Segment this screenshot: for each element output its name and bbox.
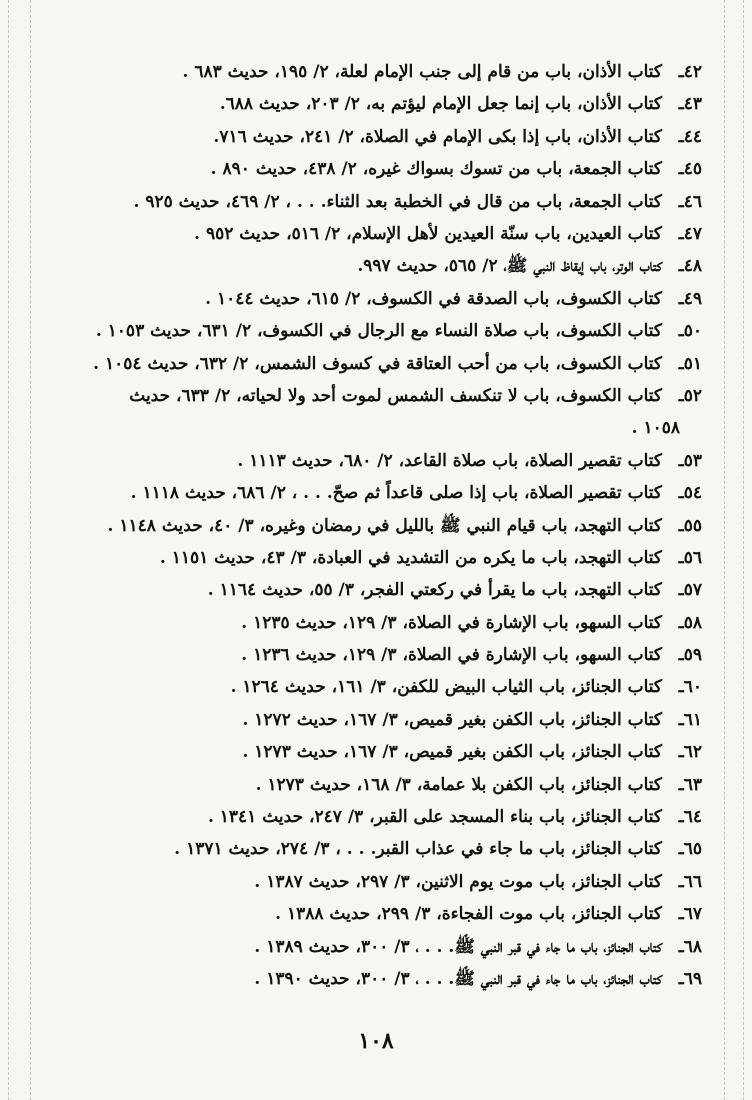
- entry-text: كتاب الجنائز، باب الكفن بغير قميص، ٣/ ١٦٧، حديث ١٢٧٢ .: [242, 709, 662, 730]
- list-item: [40, 56, 702, 88]
- list-item: [40, 380, 702, 445]
- entry-number: ٦١ـ: [678, 709, 702, 730]
- entry-text: كتاب الأذان، باب إذا بكى الإمام في الصلاة، ٢/ ٢٤١، حديث ٧١٦.: [213, 126, 662, 147]
- entry-text: كتاب التهجد، باب ما يقرأ في ركعتي الفجر، ٣/ ٥٥، حديث ١١٦٤ .: [207, 580, 662, 601]
- entry-number: ٤٦ـ: [678, 191, 702, 212]
- list-item: [40, 704, 702, 736]
- entry-text: كتاب الكسوف، باب صلاة النساء مع الرجال في الكسوف، ٢/ ٦٣١، حديث ١٠٥٣ .: [95, 321, 662, 342]
- entry-text: كتاب السهو، باب الإشارة في الصلاة، ٣/ ١٢٩، حديث ١٢٣٦ .: [241, 645, 662, 666]
- entry-number: ٤٤ـ: [678, 126, 702, 147]
- list-item: [40, 283, 702, 315]
- entry-text: كتاب العيدين، باب سنّة العيدين لأهل الإسلام، ٢/ ٥١٦، حديث ٩٥٢ .: [194, 223, 662, 244]
- list-item: [40, 833, 702, 865]
- entry-number: ٦٣ـ: [678, 774, 702, 795]
- list-item: [40, 542, 702, 574]
- entry-number: ٤٢ـ: [678, 62, 702, 82]
- list-item: [40, 671, 702, 703]
- list-item: [40, 574, 702, 606]
- entry-number: ٦٤ـ: [678, 807, 702, 828]
- entry-text: كتاب الوتر، باب إيقاظ النبي ﷺ، ٢/ ٥٦٥، حديث ٩٩٧.: [357, 256, 662, 277]
- entry-text: كتاب التهجد، باب قيام النبي ﷺ بالليل في رمضان وغيره، ٣/ ٤٠، حديث ١١٤٨ .: [107, 515, 662, 536]
- entry-text: كتاب الجنائز، باب ما جاء في قبر النبي ﷺ. . . ، ٣/ ٣٠٠، حديث ١٣٨٩ .: [254, 936, 662, 957]
- entry-text: كتاب الجنائز، باب الثياب البيض للكفن، ٣/ ١٦١، حديث ١٢٦٤ .: [230, 677, 662, 698]
- entry-number: ٥٧ـ: [678, 580, 702, 601]
- page-edge-right: [743, 0, 744, 1100]
- reference-list: [40, 56, 702, 995]
- entry-text: كتاب الجنائز، باب موت الفجاءة، ٣/ ٢٩٩، حديث ١٣٨٨ .: [275, 904, 662, 925]
- entry-number: ٤٥ـ: [678, 159, 702, 180]
- list-item: [40, 218, 702, 250]
- entry-number: ٥٨ـ: [678, 612, 702, 633]
- entry-text: كتاب الكسوف، باب لا تنكسف الشمس لموت أحد ولا لحياته، ٢/ ٦٣٣، حديث: [129, 385, 662, 406]
- entry-number: ٤٧ـ: [678, 223, 702, 244]
- entry-text: كتاب التهجد، باب ما يكره من التشديد في العبادة، ٣/ ٤٣، حديث ١١٥١ .: [159, 547, 662, 568]
- entry-number: ٤٣ـ: [678, 94, 702, 115]
- entry-text: كتاب الجنائز، باب الكفن بغير قميص، ٣/ ١٦٧، حديث ١٢٧٣ .: [242, 742, 662, 763]
- entry-number: ٤٩ـ: [678, 288, 702, 309]
- entry-text: كتاب الجنائز، باب ما جاء في قبر النبي ﷺ. . . ، ٣/ ٣٠٠، حديث ١٣٩٠ .: [254, 968, 662, 989]
- entry-text: كتاب الجمعة، باب من قال في الخطبة بعد الثناء. . . ، ٢/ ٤٦٩، حديث ٩٢٥ .: [133, 191, 662, 212]
- entry-number: ٥٦ـ: [678, 547, 702, 568]
- entry-number: ٥٢ـ: [678, 385, 702, 406]
- entry-number: ٦٧ـ: [678, 904, 702, 925]
- list-item: [40, 121, 702, 153]
- page-edge-right-inner: [724, 0, 725, 1100]
- entry-number: ٦٢ـ: [678, 742, 702, 763]
- entry-number: ٥٩ـ: [678, 645, 702, 666]
- entry-number: ٥١ـ: [678, 353, 702, 374]
- list-item: [40, 348, 702, 380]
- entry-number: ٦٨ـ: [678, 936, 702, 957]
- list-item: [40, 477, 702, 509]
- list-item: [40, 445, 702, 477]
- entry-text-continuation: ١٠٥٨ .: [631, 418, 680, 439]
- page-number: ١٠٨: [358, 1028, 394, 1054]
- page-edge-left-inner: [30, 0, 31, 1100]
- entry-number: ٦٩ـ: [678, 968, 702, 989]
- list-item: [40, 898, 702, 930]
- list-item: [40, 801, 702, 833]
- list-item: [40, 769, 702, 801]
- list-item: [40, 250, 702, 282]
- list-item: [40, 607, 702, 639]
- entry-text: كتاب الجمعة، باب من تسوك بسواك غيره، ٢/ ٤٣٨، حديث ٨٩٠ .: [210, 159, 662, 180]
- list-item: [40, 639, 702, 671]
- entry-number: ٦٦ـ: [678, 871, 702, 892]
- entry-number: ٥٠ـ: [678, 321, 702, 342]
- entry-text: كتاب الكسوف، باب من أحب العتاقة في كسوف الشمس، ٢/ ٦٣٢، حديث ١٠٥٤ .: [93, 353, 662, 374]
- entry-number: ٥٥ـ: [678, 515, 702, 536]
- entry-text: كتاب الأذان، باب إنما جعل الإمام ليؤتم به، ٢/ ٢٠٣، حديث ٦٨٨.: [219, 94, 662, 115]
- entry-number: ٤٨ـ: [678, 256, 702, 277]
- list-item: [40, 736, 702, 768]
- entry-number: ٥٣ـ: [678, 450, 702, 471]
- entry-text: كتاب الجنائز، باب الكفن بلا عمامة، ٣/ ١٦٨، حديث ١٢٧٣ .: [255, 774, 662, 795]
- entry-text: كتاب تقصير الصلاة، باب إذا صلى قاعداً ثم صحّ. . . ، ٢/ ٦٨٦، حديث ١١١٨ .: [130, 483, 662, 504]
- list-item: [40, 510, 702, 542]
- list-item: [40, 153, 702, 185]
- list-item: [40, 186, 702, 218]
- entry-text: كتاب الجنائز، باب بناء المسجد على القبر، ٣/ ٢٤٧، حديث ١٣٤١ .: [207, 807, 662, 828]
- entry-text: كتاب السهو، باب الإشارة في الصلاة، ٣/ ١٢٩، حديث ١٢٣٥ .: [241, 612, 662, 633]
- list-item: [40, 931, 702, 963]
- list-item: [40, 88, 702, 120]
- list-item: [40, 963, 702, 995]
- entry-number: ٦٠ـ: [678, 677, 702, 698]
- entry-number: ٦٥ـ: [678, 839, 702, 860]
- entry-text: كتاب الأذان، باب من قام إلى جنب الإمام لعلة، ٢/ ١٩٥، حديث ٦٨٣ .: [182, 62, 662, 82]
- entry-number: ٥٤ـ: [678, 483, 702, 504]
- entry-text: كتاب الجنائز، باب ما جاء في عذاب القبر. . . ، ٣/ ٢٧٤، حديث ١٣٧١ .: [174, 839, 662, 860]
- entry-text: كتاب تقصير الصلاة، باب صلاة القاعد، ٢/ ٦٨٠، حديث ١١١٣ .: [237, 450, 662, 471]
- list-item: [40, 866, 702, 898]
- entry-text: كتاب الجنائز، باب موت يوم الاثنين، ٣/ ٢٩٧، حديث ١٣٨٧ .: [254, 871, 662, 892]
- list-item: [40, 315, 702, 347]
- page-edge-left: [8, 0, 9, 1100]
- entry-text: كتاب الكسوف، باب الصدقة في الكسوف، ٢/ ٦١٥، حديث ١٠٤٤ .: [205, 288, 662, 309]
